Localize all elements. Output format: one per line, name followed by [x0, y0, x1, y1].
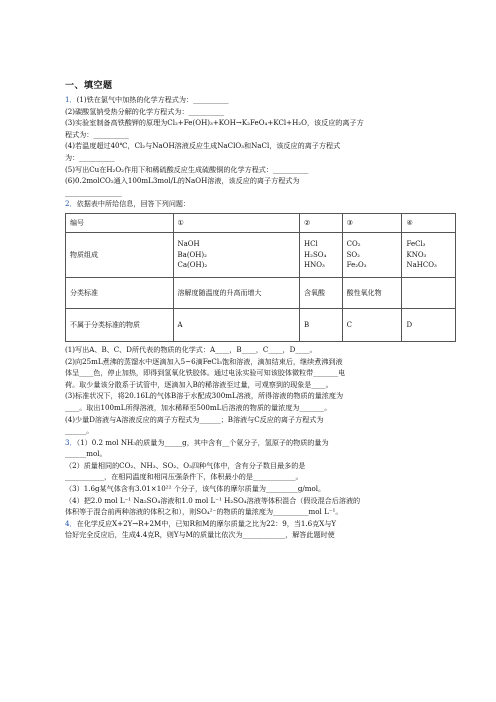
q3-line-6: （4）把2.0 mol L⁻¹ Na₂SO₄溶液和1.0 mol L⁻¹ H₂SO₄溶液等体积混合（假设混合后溶液的 [65, 495, 361, 505]
standard-cell-4 [402, 277, 456, 308]
question-4 [65, 518, 456, 541]
q3-line-2: ______mol。 [65, 449, 107, 459]
q1-line-1: 1．(1)铁在氯气中加热的化学方程式为：__________ [65, 95, 229, 104]
q2-line-6: ____。取出100mL所得溶液，加水稀释至500mL后溶液的物质的量浓度为_______。 [65, 402, 332, 412]
table-header-cell: 编号 [66, 213, 174, 232]
row-label: 分类标准 [66, 277, 174, 308]
section-title: 一、填空题 [65, 81, 113, 91]
table-header-cell: ④ [402, 213, 456, 232]
table-header-row [66, 213, 456, 232]
q4-line-2: 恰好完全反应后，生成4.4克R，则Y与M的质量比依次为____________，解答此题时使 [65, 530, 335, 540]
standard-cell-1: 溶解度随温度的升高而增大 [173, 277, 300, 308]
table-row-outlier [66, 308, 456, 341]
outlier-cell-a: A [173, 308, 300, 341]
composition-cell-2: HCl H₂SO₄ HNO₃ [300, 232, 343, 277]
outlier-cell-b: B [300, 308, 343, 341]
q2-line-8: ______。 [65, 426, 94, 436]
table-header-cell: ③ [342, 213, 402, 232]
q3-line-7: 体积等于混合前两种溶液的体积之和），则SO₄²⁻的物质的量浓度为__________mol L⁻¹。 [65, 507, 343, 517]
q3-line-1: 3．（1）0.2 mol NH₃的质量为_____g，其中含有__个氨分子，氢原子的物质的量为 [65, 437, 329, 447]
q1-number: 1． [65, 95, 77, 104]
standard-cell-3: 酸性氧化物 [342, 277, 402, 308]
q1-line-3: (3)实验室制备高铁酸钾的原理为Cl₂+Fe(OH)₃+KOH→K₂FeO₄+KCl+H₂O，该反应的离子方 [65, 118, 364, 128]
q2-line-3: 体呈____色，停止加热，即得到氢氧化铁胶体。通过电泳实验可知该胶体微粒带_______电 [65, 368, 346, 378]
q2-intro: 2．依据表中所给信息，回答下列问题： [65, 199, 191, 209]
q1-line-2: (2)碳酸氢钠受热分解的化学方程式为：__________ [65, 106, 225, 116]
table-header-cell: ① [173, 213, 300, 232]
q4-number: 4． [65, 518, 77, 528]
table-header-cell: ② [300, 213, 343, 232]
q1-line-8: (6)0.2molCO₂通入100mL3mol/L的NaOH溶液，该反应的离子方程式为 [65, 176, 300, 186]
q2-line-5: (3)标准状况下，将20.16L的气体B溶于水配成300mL溶液，所得溶液的物质的量浓度为 [65, 391, 344, 401]
q1-line-5: (4)若温度超过40℃，Cl₂与NaOH溶液反应生成NaClO₃和NaCl，该反应的离子方程式 [65, 141, 341, 151]
row-label: 不属于分类标准的物质 [66, 308, 174, 341]
outlier-cell-d: D [402, 308, 456, 341]
q2-line-4: 荷。取少量该分散系于试管中，逐滴加入B的稀溶液至过量，可观察到的现象是____。 [65, 379, 333, 389]
q1-line-4: 程式为：__________ [65, 129, 129, 139]
q3-line-5: （3）1.6g某气体含有3.01×10²² 个分子，该气体的摩尔质量为_________g/mol。 [65, 484, 326, 494]
q1-line-6: 为：__________ [65, 152, 115, 162]
standard-cell-2: 含氧酸 [300, 277, 343, 308]
q1-line-7: (5)写出Cu在H₂O₂作用下和稀硫酸反应生成硫酸铜的化学方程式：__________ [65, 164, 309, 174]
q2-line-1: (1)写出A、B、C、D所代表的物质的化学式：A____，B____，C____，D____。 [65, 344, 317, 354]
q3-line-4: ___________，在相同温度和相同压强条件下，体积最小的是____________。 [65, 472, 303, 482]
question-3 [65, 437, 456, 518]
outlier-cell-c: C [342, 308, 402, 341]
composition-cell-1: NaOH Ba(OH)₂ Ca(OH)₂ [173, 232, 300, 277]
composition-cell-4: FeCl₃ KNO₃ NaHCO₃ [402, 232, 456, 277]
classification-table [65, 213, 456, 342]
row-label: 物质组成 [66, 232, 174, 277]
q2-number: 2． [65, 199, 77, 209]
q3-number: 3． [65, 437, 77, 447]
question-2 [65, 198, 456, 436]
q1-line-9: ________________ [65, 187, 122, 197]
table-row-composition [66, 232, 456, 277]
q2-line-2: (2)向25mL煮沸的蒸馏水中逐滴加入5~6滴FeCl₃饱和溶液，滴加结束后，继续煮沸到液 [65, 356, 343, 366]
table-row-standard [66, 277, 456, 308]
composition-cell-3: CO₂ SO₂ Fe₂O₃ [342, 232, 402, 277]
q4-line-1: 4．在化学反应X+2Y→R+2M中，已知R和M的摩尔质量之比为22：9，当1.6克X与Y [65, 518, 337, 528]
question-1 [65, 94, 456, 198]
q3-line-3: （2）质量相同的CO₂、NH₃、SO₂、O₃四种气体中，含有分子数目最多的是 [65, 460, 306, 470]
q2-line-7: (4)少量D溶液与A溶液反应的离子方程式为______；B溶液与C反应的离子方程式为 [65, 414, 324, 424]
